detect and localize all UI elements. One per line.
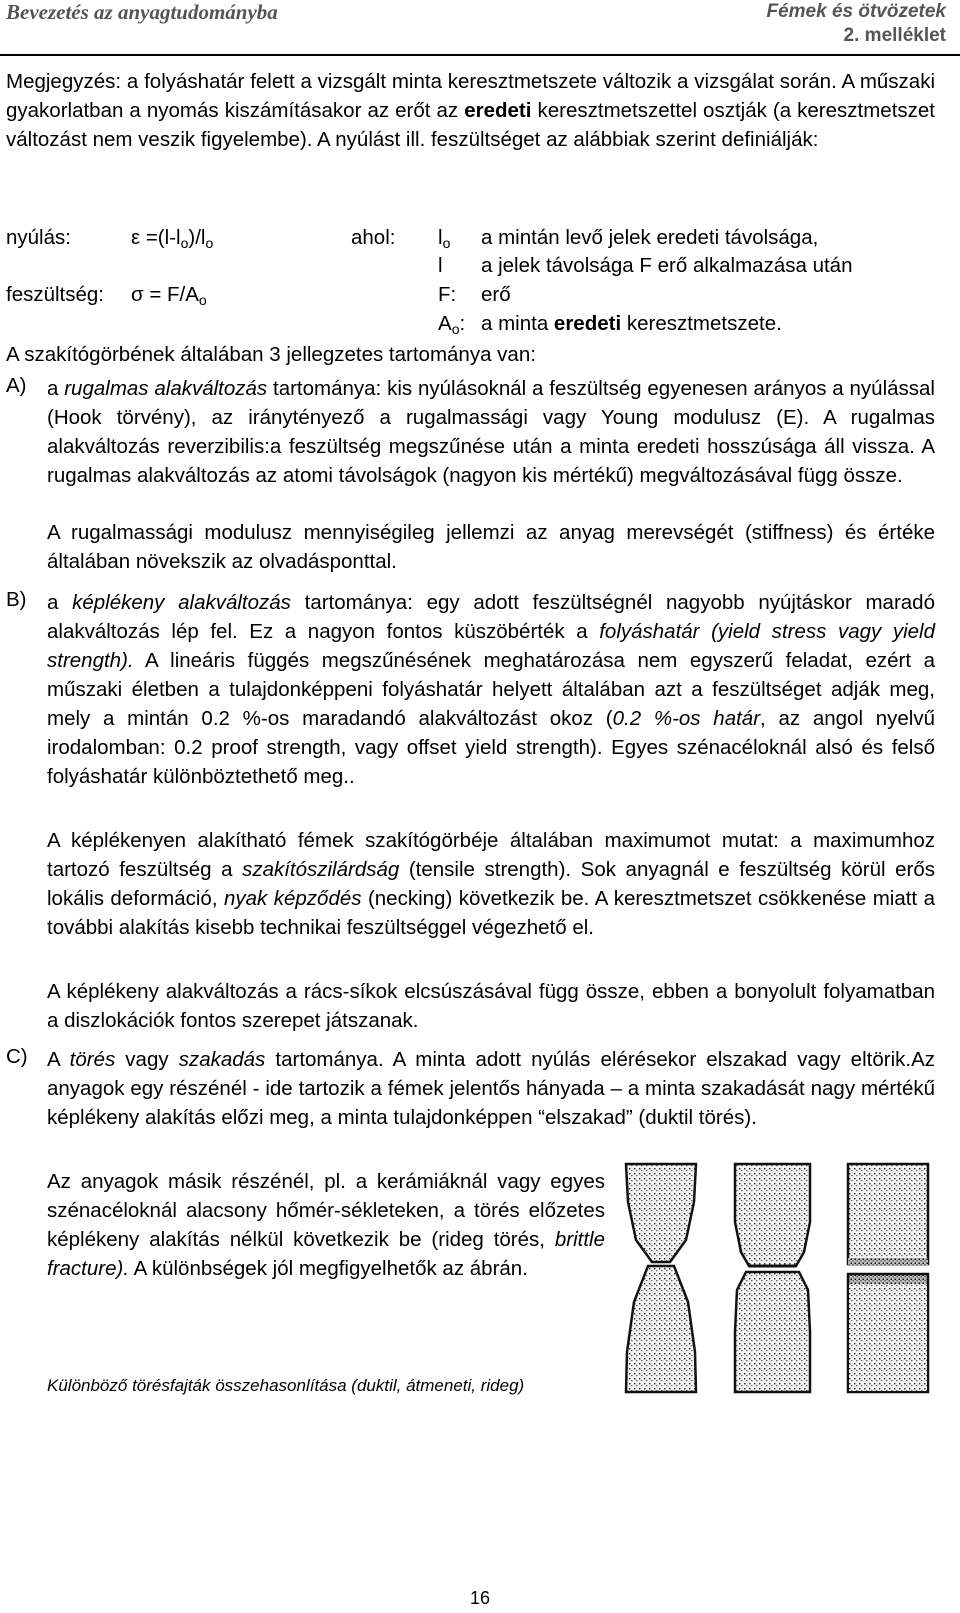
transition-specimen bbox=[735, 1164, 810, 1392]
strain-formula-a: ε =(l-l bbox=[131, 226, 181, 249]
sec-a-t2: tartománya: kis nyúlásoknál a feszültség egyenesen arányos a nyúlással (Hook törvény), az iránytényező a rugalmassági vagy Young modulusz (E). A rugalmas alakváltozás reverzibilis:a feszültség megszűnése után a minta eredeti hosszúsága áll vissza. A rugalmas alakváltozás az atomi távolságok (nagyon kis mértékű) megváltozásával függ össze. bbox=[47, 377, 935, 487]
running-header-title: Bevezetés az anyagtudományba bbox=[6, 0, 278, 24]
strain-label: nyúlás: bbox=[6, 226, 71, 249]
note-text-2: keresztmetszettel osztják (a keresztmetszet változást nem veszik figyelembe). A nyúlást ill. feszültséget az alábbiak szerint definiálják: bbox=[6, 99, 936, 151]
ao-symbol bbox=[438, 312, 465, 337]
f-description: erő bbox=[481, 283, 511, 306]
ao-symbol-main: A bbox=[438, 312, 452, 335]
sec-c-i1: törés bbox=[69, 1048, 116, 1071]
sec-b-p2-t1: A képlékenyen alakítható fémek szakítógörbéje általában maximumot mutat: a maximumhoz tartozó feszültség a bbox=[47, 829, 935, 881]
l-description: a jelek távolsága F erő alkalmazása után bbox=[481, 254, 853, 277]
strain-formula-b: )/l bbox=[188, 226, 206, 249]
ao-description bbox=[481, 312, 782, 336]
section-a-marker: A) bbox=[6, 374, 27, 397]
sec-b-t3: A lineáris függés megszűnésének meghatározása nem egyszerű feladat, ezért a műszaki életben a tulajdonképpeni folyáshatár helyett általában azt a feszültséget adják meg, mely a mintán 0.2 %-os maradandó alakváltozást okoz ( bbox=[47, 649, 935, 730]
sec-c-i2: szakadás bbox=[178, 1048, 266, 1071]
section-c-paragraph bbox=[47, 1045, 935, 1132]
running-header-chapter bbox=[766, 0, 946, 48]
sec-b-p2-t3: (necking) következik be. A keresztmetszet csökkenése miatt a további alakítás kisebb technikai feszültséggel végezhető el. bbox=[47, 887, 935, 939]
regions-intro: A szakítógörbének általában 3 jellegzetes tartománya van: bbox=[6, 343, 536, 366]
sec-b-p2-i1: szakítószilárdság bbox=[242, 858, 400, 881]
sec-a-i1: rugalmas alakváltozás bbox=[64, 377, 268, 400]
sec-c-t1: A bbox=[47, 1048, 70, 1071]
brittle-specimen bbox=[848, 1164, 928, 1392]
lo-symbol bbox=[438, 226, 450, 251]
figure-caption: Különböző törésfajták összehasonlítása (duktil, átmeneti, rideg) bbox=[47, 1376, 525, 1395]
section-a-paragraph bbox=[47, 374, 935, 490]
section-a-modulus-paragraph: A rugalmassági modulusz mennyiségileg jellemzi az anyag merevségét (stiffness) és értéke általában növekszik az olvadásponttal. bbox=[47, 521, 935, 573]
lo-description: a mintán levő jelek eredeti távolsága, bbox=[481, 226, 819, 249]
note-paragraph bbox=[6, 67, 935, 154]
section-b-paragraph bbox=[47, 588, 935, 791]
sec-b-t1: a bbox=[47, 591, 73, 614]
sec-b-t2: tartománya: egy adott feszültségnél nagyobb nyújtáskor maradó alakváltozás lép fel. Ez a nagyon fontos küszöbérték a bbox=[47, 591, 935, 643]
ductile-specimen bbox=[626, 1164, 696, 1392]
sec-c-t2: vagy bbox=[115, 1048, 179, 1071]
stress-formula bbox=[131, 283, 207, 308]
stress-formula-sub: o bbox=[198, 292, 207, 308]
ahol-label: ahol: bbox=[351, 226, 396, 249]
sec-b-i1: képlékeny alakváltozás bbox=[72, 591, 291, 614]
sec-b-p2-t2: (tensile strength). Sok anyagnál e feszültség körül erős lokális deformáció, bbox=[47, 858, 935, 910]
l-symbol: l bbox=[438, 254, 443, 277]
sec-b-t4: , az angol nyelvű irodalomban: 0.2 proof strength, vagy offset yield strength). Egyes szénacéloknál alsó és felső folyáshatár különböztethető meg.. bbox=[47, 707, 935, 788]
note-text-1: Megjegyzés: a folyáshatár felett a vizsgált minta keresztmetszete változik a vizsgálat során. A műszaki gyakorlatban a nyomás kiszámításakor az erőt az bbox=[6, 70, 935, 122]
header-chapter-title: Fémek és ötvözetek bbox=[766, 1, 946, 22]
stress-formula-main: σ = F/A bbox=[131, 283, 199, 306]
sec-a-t1: a bbox=[47, 377, 65, 400]
section-c-marker: C) bbox=[6, 1045, 28, 1068]
ao-symbol-colon: : bbox=[459, 312, 466, 335]
ao-symbol-sub: o bbox=[451, 321, 460, 337]
sec-c-t3: tartománya. A minta adott nyúlás elérésekor elszakad vagy eltörik.Az anyagok egy részénél - ide tartozik a fémek jelentős hányada – a minta szakadását nagy mértékű képlékeny alakítás előzi meg, a minta tulajdonképpen “elszakad” (duktil törés). bbox=[47, 1048, 935, 1129]
section-c-brittle-paragraph bbox=[47, 1167, 605, 1283]
sec-c-p2-t1: Az anyagok másik részénél, pl. a kerámiáknál vagy egyes szénacéloknál alacsony hőmér-sékleteken, a törés előzetes képlékeny alakítás nélkül következik be (rideg törés, bbox=[47, 1170, 605, 1251]
strain-formula-sub2: o bbox=[205, 235, 214, 251]
note-bold: eredeti bbox=[464, 99, 532, 122]
lo-symbol-main: l bbox=[438, 226, 443, 249]
ao-desc-1: a minta bbox=[481, 312, 554, 335]
strain-formula bbox=[131, 226, 213, 251]
sec-c-p2-t2: A különbségek jól megfigyelhetők az ábrán. bbox=[129, 1257, 528, 1280]
sec-b-i3: 0.2 %-os határ bbox=[612, 707, 761, 730]
page-number: 16 bbox=[469, 1588, 491, 1608]
section-b-tensile-paragraph bbox=[47, 826, 935, 942]
lo-symbol-sub: o bbox=[442, 235, 451, 251]
section-b-slip-paragraph: A képlékeny alakváltozás a rács-síkok elcsúszásával függ össze, ebben a bonyolult folyamatban a diszlokációk fontos szerepet játszanak. bbox=[47, 980, 935, 1032]
ao-desc-bold: eredeti bbox=[553, 312, 622, 335]
section-b-marker: B) bbox=[6, 588, 27, 611]
header-appendix-label: 2. melléklet bbox=[843, 25, 946, 46]
sec-b-i2: folyáshatár (yield stress vagy yield strength). bbox=[47, 620, 935, 672]
ao-desc-2: keresztmetszete. bbox=[621, 312, 782, 335]
strain-formula-sub1: o bbox=[180, 235, 189, 251]
header-rule bbox=[0, 54, 960, 56]
sec-c-p2-i1: brittle fracture). bbox=[47, 1228, 605, 1280]
sec-b-p2-i2: nyak képződés bbox=[223, 887, 362, 910]
stress-label: feszültség: bbox=[6, 283, 104, 306]
fracture-specimens-figure bbox=[618, 1162, 936, 1398]
f-symbol: F: bbox=[438, 283, 457, 306]
